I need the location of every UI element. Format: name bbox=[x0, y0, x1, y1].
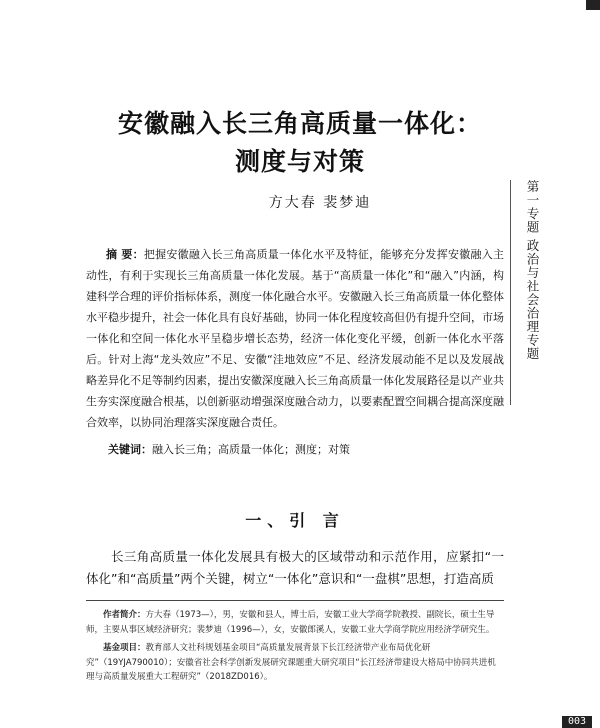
page-number: 003 bbox=[562, 716, 592, 728]
body-paragraph: 长三角高质量一体化发展具有极大的区域带动和示范作用，应紧扣“一体化”和“高质量”两个关键，树立“一体化”意识和“一盘棋”思想，打造高质 bbox=[86, 549, 504, 586]
author-note bbox=[86, 608, 504, 637]
corner-mark bbox=[586, 0, 600, 10]
abstract bbox=[86, 244, 504, 433]
side-column bbox=[510, 180, 550, 410]
author-note-label: 作者简介： bbox=[103, 610, 146, 620]
keywords bbox=[108, 440, 504, 460]
side-rule bbox=[510, 180, 511, 405]
abstract-label: 摘 要： bbox=[106, 248, 144, 261]
keywords-text: 融入长三角；高质量一体化；测度；对策 bbox=[152, 443, 350, 456]
footnotes bbox=[86, 608, 504, 689]
funding-text: 教育部人文社科规划基金项目“高质量发展背景下长江经济带产业布局优化研究”（19YJA790010）；安徽省社会科学创新发展研究课题重大研究项目“长江经济带建设大格局中协同共进机理与高质量发展重大工程研究”（2018ZD016）。 bbox=[86, 643, 496, 682]
title-line-1: 安徽融入长三角高质量一体化： bbox=[117, 109, 482, 138]
author-note-text: 方大春（1973—），男，安徽和县人，博士后，安徽工业大学商学院教授、副院长，硕士生导师，主要从事区域经济研究；裴梦迪（1996—），女，安徽郎溪人，安徽工业大学商学院应用经济学研究生。 bbox=[86, 610, 495, 635]
funding-label: 基金项目： bbox=[103, 643, 146, 653]
title-line-2: 测度与对策 bbox=[234, 147, 365, 176]
footnote-divider bbox=[86, 600, 504, 601]
keywords-label: 关键词： bbox=[108, 443, 152, 456]
authors: 方大春 裴梦迪 bbox=[268, 195, 372, 211]
side-section-label: 第一专题 政治与社会治理专题 bbox=[525, 180, 540, 361]
section-heading: 一、引 言 bbox=[245, 511, 345, 530]
abstract-text: 把握安徽融入长三角高质量一体化水平及特征，能够充分发挥安徽融入主动性，有利于实现长三角高质量一体化发展。基于“高质量一体化”和“融入”内涵，构建科学合理的评价指标体系，测度一体化融合水平。安徽融入长三角高质量一体化整体水平稳步提升，社会一体化具有良好基础，协同一体化程度较高但仍有提升空间，市场一体化和空间一体化水平呈稳步增长态势，经济一体化变化平缓，创新一体化水平落后。针对上海“龙头效应”不足、安徽“洼地效应”不足、经济发展动能不足以及发展战略差异化不足等制约因素，提出安徽深度融入长三角高质量一体化发展路径是以产业共生夯实深度融合根基，以创新驱动增强深度融合动力，以要素配置空间耦合提高深度融合效率，以协同治理落实深度融合责任。 bbox=[86, 248, 504, 429]
funding-note bbox=[86, 641, 504, 685]
